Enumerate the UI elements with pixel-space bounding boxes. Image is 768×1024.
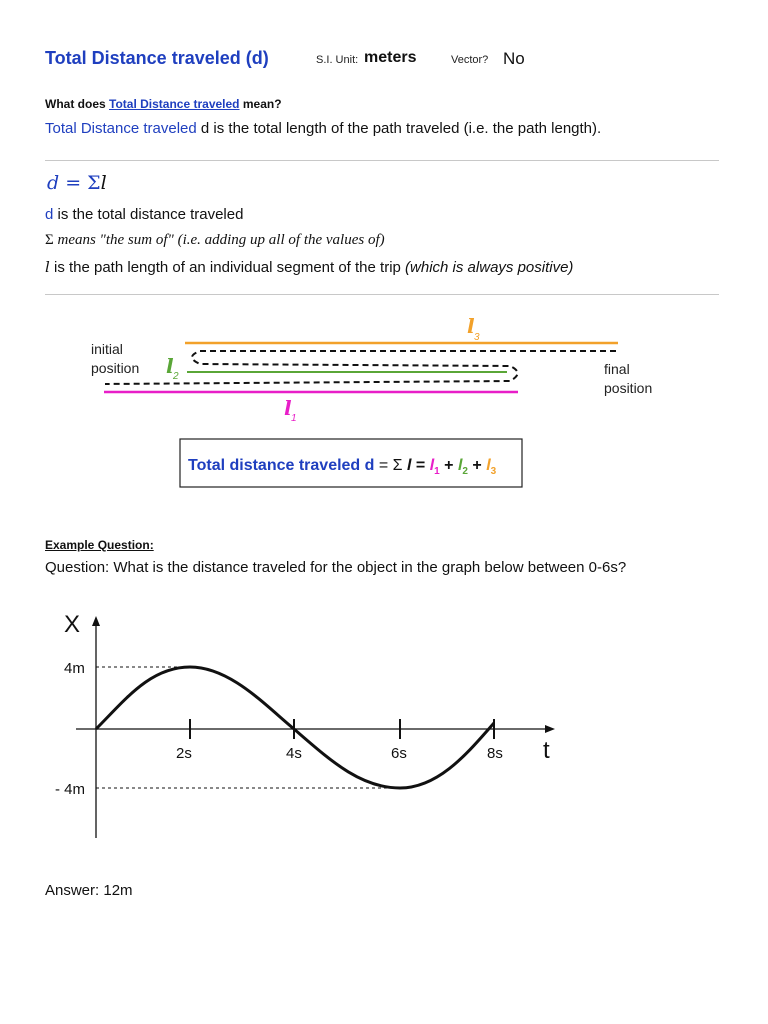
formula — [47, 172, 107, 194]
definition — [45, 120, 601, 137]
l1-label — [284, 396, 297, 424]
box-text: Total distance traveled — [188, 457, 365, 474]
formula-sigma: Σ — [87, 172, 101, 194]
example-question: Question: What is the distance traveled for the object in the graph below between 0-6s? — [45, 559, 627, 576]
page-title: Total Distance traveled (d) — [45, 48, 269, 68]
box-l3-sub: 3 — [490, 466, 497, 477]
final-label-2: position — [604, 380, 653, 396]
path-diagram — [0, 305, 768, 495]
explanation-sigma-symbol: Σ — [45, 232, 54, 248]
l2-symbol: l — [166, 354, 174, 378]
formula-lhs: d — [47, 172, 60, 194]
explanation-d — [45, 206, 243, 223]
formula-eq: = — [59, 172, 88, 194]
y-axis-label: X — [64, 611, 81, 638]
box-plus2: + — [467, 457, 487, 474]
initial-label-1: initial — [91, 341, 123, 357]
x-tick-6s: 6s — [391, 745, 407, 762]
explanation-sigma-text: means "the sum of" (i.e. adding up all of the values of) — [53, 232, 385, 248]
box-l3: l — [486, 457, 491, 474]
meaning-heading-link[interactable]: Total Distance traveled — [109, 97, 240, 111]
vector-value: No — [503, 49, 525, 68]
l3-subscript: 3 — [474, 332, 480, 343]
example-heading: Example Question: — [45, 538, 154, 552]
meaning-heading-suffix: mean? — [239, 97, 282, 111]
y-axis-arrow — [92, 616, 100, 626]
explanation-l-text: is the path length of an individual segment of the trip — [49, 259, 406, 276]
explanation-sigma — [45, 232, 385, 249]
box-sigma: Σ — [392, 457, 408, 474]
initial-label-2: position — [91, 360, 140, 376]
meaning-heading-prefix: What does — [45, 97, 110, 111]
box-d: d — [364, 457, 375, 474]
si-unit-value: meters — [364, 49, 417, 66]
explanation-d-symbol: d — [45, 206, 54, 223]
l3-symbol: l — [467, 314, 475, 338]
x-tick-2s: 2s — [176, 745, 192, 762]
definition-text: d is the total length of the path traveled (i.e. the path length). — [196, 120, 602, 137]
l3-label — [467, 314, 480, 343]
explanation-l — [45, 258, 573, 276]
box-eq: = — [374, 457, 393, 474]
box-l2: l — [457, 457, 463, 474]
l2-label — [166, 354, 179, 382]
box-l: l — [407, 457, 412, 474]
meaning-heading — [45, 97, 282, 111]
si-unit-label: S.I. Unit: — [316, 54, 359, 66]
divider — [45, 160, 719, 161]
y-tick-neg4m: - 4m — [55, 781, 85, 798]
box-l2-sub: 2 — [462, 466, 468, 477]
box-l1: l — [429, 457, 435, 474]
box-l1-sub: 1 — [434, 466, 440, 477]
box-eq2: = — [411, 457, 430, 474]
explanation-l-note: (which is always positive) — [405, 259, 574, 276]
l1-subscript: 1 — [291, 413, 297, 424]
divider — [45, 294, 719, 295]
example-answer: Answer: 12m — [45, 882, 133, 899]
x-axis-arrow — [545, 725, 555, 733]
formula-rhs: l — [100, 172, 107, 194]
l1-symbol: l — [284, 396, 292, 420]
l2-subscript: 2 — [173, 371, 179, 382]
explanation-l-symbol: l — [45, 258, 50, 276]
position-time-graph — [0, 600, 768, 850]
explanation-d-text: is the total distance traveled — [53, 206, 244, 223]
dashed-route — [105, 351, 616, 384]
x-tick-4s: 4s — [286, 745, 302, 762]
x-axis-label: t — [543, 737, 550, 764]
definition-term: Total Distance traveled — [45, 120, 197, 137]
y-tick-4m: 4m — [64, 660, 85, 677]
vector-label: Vector? — [451, 54, 489, 66]
final-label-1: final — [604, 361, 630, 377]
x-tick-8s: 8s — [487, 745, 503, 762]
box-plus1: + — [439, 457, 458, 474]
